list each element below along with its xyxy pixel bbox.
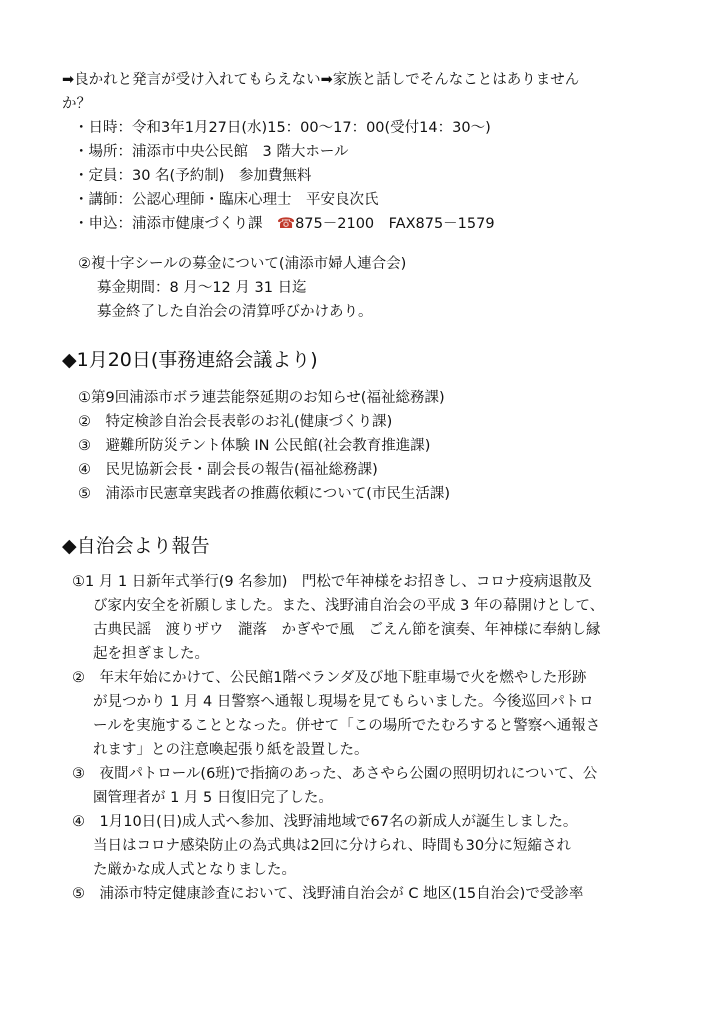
arrow-icon: ➡ <box>62 72 75 88</box>
apply-prefix: ・申込：浦添市健康づくり課 <box>74 216 263 232</box>
diamond-icon: ◆ <box>62 349 77 371</box>
diamond-icon: ◆ <box>62 535 77 557</box>
donation-period: 募金期間：8 月～12 月 31 日迄 <box>97 280 307 296</box>
report-line: 当日はコロナ感染防止の為式典は2回に分けられ、時間も30分に短縮され <box>93 838 572 854</box>
event-capacity: ・定員：30 名(予約制) 参加費無料 <box>74 168 312 184</box>
report-heading-text: 自治会より報告 <box>76 535 210 557</box>
report-line: 古典民謡 渡りザウ 瀧落 かぎやで風 ごえん節を演奏、年神様に奉納し縁 <box>93 622 601 638</box>
report-line: れます」との注意喚起張り紙を設置した。 <box>93 742 369 758</box>
event-date: ・日時：令和3年1月27日(水)15：00～17：00(受付14：30～) <box>74 120 491 136</box>
report-heading <box>62 533 210 559</box>
report-line: ⑤ 浦添市特定健康診査において、浅野浦自治会が C 地区(15自治会)で受診率 <box>72 886 584 902</box>
meeting-item: ③ 避難所防災テント体験 IN 公民館(社会教育推進課) <box>78 438 431 454</box>
meeting-item: ⑤ 浦添市民憲章実践者の推薦依頼について(市民生活課) <box>78 486 451 502</box>
report-line: ールを実施することとなった。併せて「この場所でたむろすると警察へ通報さ <box>93 718 601 734</box>
report-line: ①1 月 1 日新年式挙行(9 名参加) 門松で年神様をお招きし、コロナ疫病退散及 <box>72 574 592 590</box>
intro-line-2: か？ <box>62 96 91 112</box>
intro-text-1b: 家族と話しでそんなことはありません <box>332 72 580 88</box>
report-line: た厳かな成人式となりました。 <box>93 862 296 878</box>
event-lecturer: ・講師：公認心理師・臨床心理士 平安良次氏 <box>74 192 379 208</box>
arrow-icon: ➡ <box>320 72 333 88</box>
event-apply <box>74 214 495 234</box>
meeting-item: ② 特定検診自治会長表彰のお礼(健康づくり課) <box>78 414 393 430</box>
donation-note: 募金終了した自治会の清算呼びかけあり。 <box>97 304 373 320</box>
report-line: 起を担ぎました。 <box>93 646 209 662</box>
apply-tel: 875－2100 FAX875－1579 <box>295 216 495 232</box>
donation-title: ②複十字シールの募金について(浦添市婦人連合会) <box>78 256 407 272</box>
report-line: ② 年末年始にかけて、公民館1階ベランダ及び地下駐車場で火を燃やした形跡 <box>72 670 587 686</box>
meeting-heading <box>62 347 318 373</box>
meeting-item: ①第9回浦添市ボラ連芸能祭延期のお知らせ(福祉総務課) <box>78 390 445 406</box>
phone-icon: ☎ <box>277 216 296 232</box>
intro-text-1: 良かれと発言が受け入れてもらえない <box>74 72 321 88</box>
meeting-item: ④ 民児協新会長・副会長の報告(福祉総務課) <box>78 462 378 478</box>
report-line: が見つかり 1 月 4 日警察へ通報し現場を見てもらいました。今後巡回パトロ <box>93 694 594 710</box>
report-line: ③ 夜間パトロール(6班)で指摘のあった、あさやら公園の照明切れについて、公 <box>72 766 598 782</box>
event-place: ・場所：浦添市中央公民館 3 階大ホール <box>74 144 349 160</box>
report-line: ④ 1月10日(日)成人式へ参加、浅野浦地域で67名の新成人が誕生しました。 <box>72 814 578 830</box>
report-line: び家内安全を祈願しました。また、浅野浦自治会の平成 3 年の幕開けとして、 <box>93 598 605 614</box>
intro-line-1 <box>62 70 579 90</box>
meeting-heading-text: 1月20日(事務連絡会議より) <box>76 349 318 371</box>
report-line: 園管理者が 1 月 5 日復旧完了した。 <box>93 790 333 806</box>
